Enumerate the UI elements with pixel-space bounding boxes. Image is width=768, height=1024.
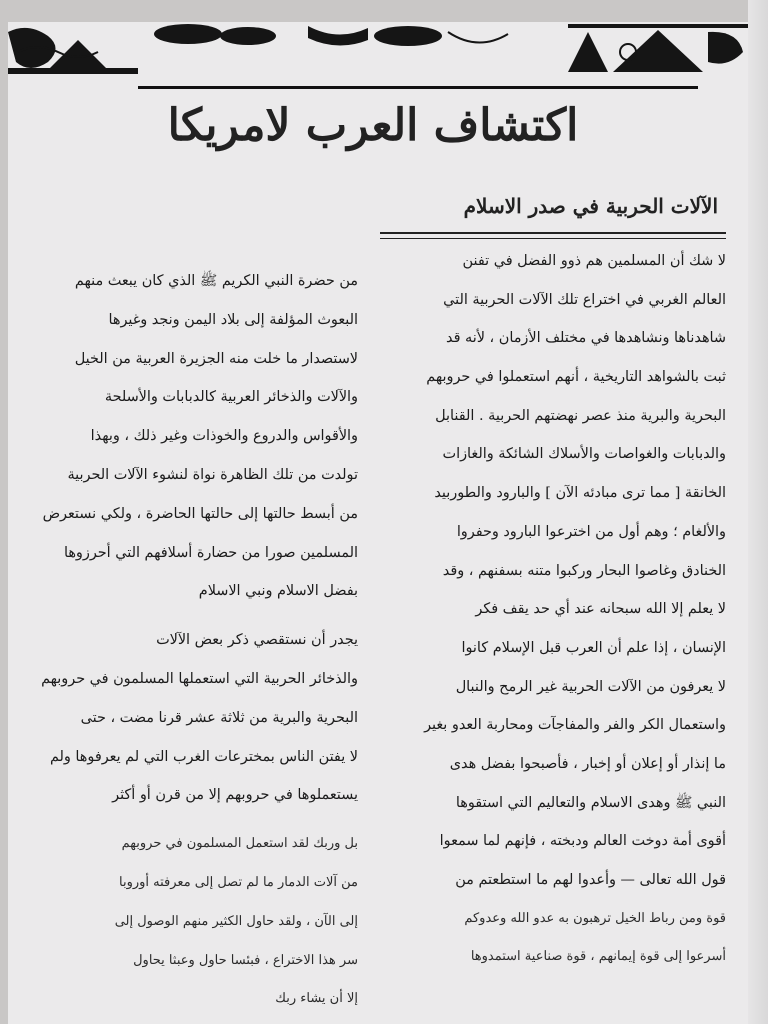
- left-line: المسلمين صورا من حضارة أسلافهم التي أحرزوها: [63, 544, 358, 561]
- right-line: لا يعرفون من الآلات الحربية غير الرمح والنبال: [455, 678, 726, 695]
- left-line: البعوث المؤلفة إلى بلاد اليمن ونجد وغيرها: [108, 311, 358, 328]
- left-line: البحرية والبرية من ثلاثة عشر قرنا مضت ، حتى: [80, 709, 358, 726]
- paragraph-gap: [28, 611, 358, 621]
- right-line-handwritten: قوة ومن رباط الخيل ترهبون به عدو الله وعدوكم: [464, 910, 726, 926]
- left-line: يجدر أن نستقصي ذكر بعض الآلات: [156, 632, 358, 649]
- left-paragraph-1: [28, 262, 358, 611]
- right-line-handwritten: أسرعوا إلى قوة إيمانهم ، قوة صناعية استمدوها: [470, 949, 726, 965]
- page-edge-shadow: [748, 0, 768, 1024]
- left-column: [28, 262, 358, 1019]
- left-paragraph-3: [28, 825, 358, 1019]
- left-paragraph-2: [28, 621, 358, 815]
- left-line-handwritten: بل وربك لقد استعمل المسلمون في حروبهم: [121, 836, 358, 852]
- right-line: قول الله تعالى — وأعدوا لهم ما استطعتم من: [455, 872, 726, 888]
- page-title: اكتشاف العرب لامريكا: [167, 100, 579, 151]
- right-line: والألغام ؛ وهم أول من اخترعوا البارود وحفروا: [456, 523, 726, 540]
- right-line: شاهدناها ونشاهدها في مختلف الأزمان ، لأنه قد: [446, 330, 726, 347]
- right-line: ثبت بالشواهد التاريخية ، أنهم استعملوا في حروبهم: [426, 369, 726, 386]
- left-line: لاستصدار ما خلت منه الجزيرة العربية من الخيل: [74, 350, 358, 367]
- ornamental-header-border: [8, 22, 748, 82]
- right-line: العالم الغربي في اختراع تلك الآلات الحربية التي: [443, 291, 726, 308]
- left-line-handwritten: إلى الآن ، ولقد حاول الكثير منهم الوصول إلى: [114, 913, 358, 929]
- right-line: النبي ﷺ وهدى الاسلام والتعاليم التي استقوها: [455, 794, 726, 811]
- right-column: [370, 242, 726, 977]
- right-line: الخانقة [ مما ترى مبادئه الآن ] والبارود والطوربيد: [434, 485, 726, 502]
- left-line: من أبسط حالتها إلى حالتها الحاضرة ، ولكي نستعرض: [42, 505, 358, 522]
- left-line: من حضرة النبي الكريم ﷺ الذي كان يبعث منهم: [74, 273, 358, 289]
- left-line: بفضل الاسلام ونبي الاسلام: [198, 583, 358, 600]
- left-line: تولدت من تلك الظاهرة نواة لنشوء الآلات الحربية: [67, 466, 358, 483]
- left-line: والأقواس والدروع والخوذات وغير ذلك ، وبهذا: [90, 428, 358, 445]
- right-line: لا يعلم إلا الله سبحانه عند أي حد يقف فكر: [475, 601, 726, 618]
- section-rule-thin: [380, 238, 726, 239]
- right-line: الإنسان ، إذا علم أن العرب قبل الإسلام كانوا: [461, 639, 726, 656]
- header-rule: [138, 86, 698, 89]
- left-line-handwritten: سر هذا الاختراع ، فبئسا حاول وعبثا يحاول: [133, 952, 358, 968]
- right-line: والدبابات والغواصات والأسلاك الشائكة والغازات: [442, 446, 726, 463]
- right-line: لا شك أن المسلمين هم ذوو الفضل في تفنن: [462, 253, 726, 269]
- left-line: لا يفتن الناس بمخترعات الغرب التي لم يعرفوها ولم: [49, 748, 358, 765]
- right-line: واستعمال الكر والفر والمفاجآت ومحاربة العدو بغير: [424, 717, 726, 734]
- right-line: أقوى أمة دوخت العالم ودبخته ، فإنهم لما سمعوا: [439, 833, 726, 850]
- left-line: والذخائر الحربية التي استعملها المسلمون في حروبهم: [41, 670, 358, 687]
- left-line-handwritten: إلا أن يشاء ربك: [275, 991, 358, 1007]
- section-rule: [380, 232, 726, 234]
- right-line: الخنادق وغاصوا البحار وركبوا متنه بسفنهم ، وقد: [442, 562, 726, 579]
- section-heading: الآلات الحربية في صدر الاسلام: [463, 194, 718, 218]
- left-line: يستعملوها في حروبهم إلا من قرن أو أكثر: [112, 787, 358, 804]
- left-line-handwritten: من آلات الدمار ما لم تصل إلى معرفته أوروبا: [118, 874, 358, 890]
- paragraph-gap: [28, 815, 358, 825]
- right-line: البحرية والبرية منذ عصر نهضتهم الحربية . القنابل: [435, 407, 726, 424]
- right-line: ما إنذار أو إعلان أو إخبار ، فأصبحوا بفضل هدى: [449, 755, 726, 772]
- left-line: والآلات والذخائر العربية كالدبابات والأسلحة: [104, 389, 358, 406]
- newspaper-page: [8, 22, 748, 1024]
